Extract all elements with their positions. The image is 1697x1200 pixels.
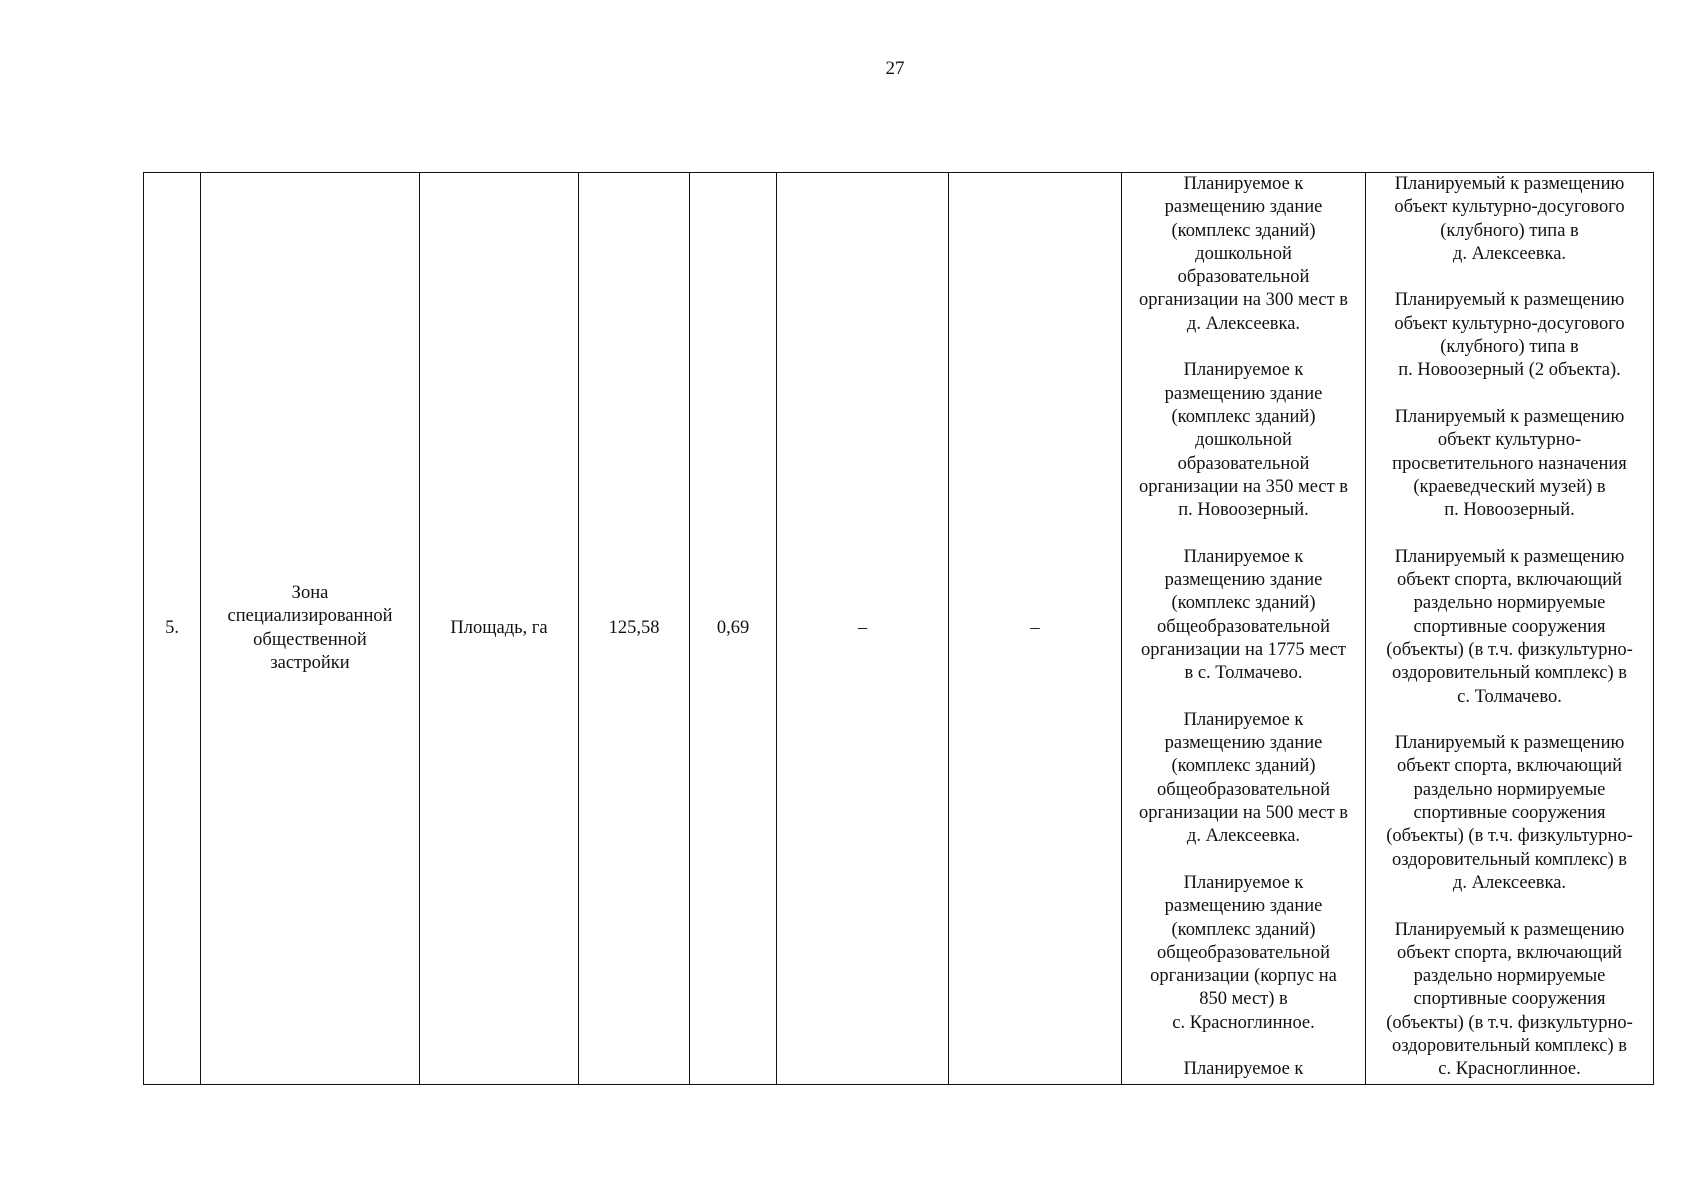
- value2: 0,69: [716, 617, 750, 638]
- planned-building-line: организации на 1775 мест: [1141, 639, 1346, 660]
- planned-buildings-cell: [1122, 173, 1366, 1085]
- planned-building-line: организации на 350 мест в: [1138, 476, 1349, 497]
- planned-object-line: Планируемый к размещению: [1394, 733, 1625, 754]
- planned-building-line: Планируемое к: [1183, 709, 1304, 730]
- planned-object-line: (объекты) (в т.ч. физкультурно-: [1386, 1012, 1633, 1033]
- planned-object-line: (клубного) типа в: [1440, 220, 1579, 241]
- zone-name-line: специализированной: [227, 606, 393, 627]
- zone-table: [143, 172, 1654, 1085]
- planned-object-line: объект спорта, включающий: [1396, 942, 1623, 963]
- planned-building-line: размещению здание: [1164, 733, 1323, 754]
- planned-building-line: образовательной: [1177, 267, 1310, 288]
- planned-building-line: общеобразовательной: [1157, 779, 1330, 800]
- planned-objects-cell: [1366, 173, 1654, 1085]
- planned-object-line: с. Толмачево.: [1457, 686, 1562, 707]
- planned-building-line: общеобразовательной: [1157, 942, 1330, 963]
- planned-object-line: раздельно нормируемые: [1413, 779, 1606, 800]
- planned-building-line: Планируемое к: [1183, 872, 1304, 893]
- planned-object-line: (краеведческий музей) в: [1413, 476, 1606, 497]
- planned-building-line: (комплекс зданий): [1171, 593, 1316, 614]
- planned-object-line: Планируемый к размещению: [1394, 406, 1625, 427]
- planned-object-line: д. Алексеевка.: [1452, 872, 1567, 893]
- planned-object-line: (объекты) (в т.ч. физкультурно-: [1386, 639, 1633, 660]
- planned-object-line: Планируемый к размещению: [1394, 919, 1625, 940]
- planned-object-line: п. Новоозерный (2 объекта).: [1398, 360, 1621, 381]
- planned-building-line: в с. Толмачево.: [1184, 663, 1303, 684]
- planned-object-line: Планируемый к размещению: [1394, 546, 1625, 567]
- planned-object-line: оздоровительный комплекс) в: [1391, 849, 1628, 870]
- zone-name-line: общественной: [253, 629, 367, 650]
- planned-object-line: объект культурно-досугового: [1394, 197, 1625, 218]
- planned-object-line: объект культурно-: [1437, 430, 1582, 451]
- planned-building-line: Планируемое к: [1183, 174, 1304, 194]
- value2-cell: [690, 173, 777, 1085]
- planned-object-line: Планируемый к размещению: [1394, 174, 1625, 194]
- zone-name-line: Зона: [291, 582, 329, 603]
- parameter-cell: [420, 173, 579, 1085]
- zone-name-cell: [201, 173, 420, 1085]
- value4: –: [1030, 617, 1040, 638]
- planned-object-line: оздоровительный комплекс) в: [1391, 663, 1628, 684]
- planned-building-line: д. Алексеевка.: [1186, 826, 1301, 847]
- planned-building-line: Планируемое к: [1183, 1059, 1304, 1080]
- planned-object-line: объект спорта, включающий: [1396, 756, 1623, 777]
- table-row: [144, 173, 1654, 1085]
- planned-building-line: Планируемое к: [1183, 546, 1304, 567]
- planned-building-line: Планируемое к: [1183, 360, 1304, 381]
- page-number: 27: [885, 58, 905, 79]
- planned-building-line: дошкольной: [1195, 243, 1292, 264]
- planned-building-line: размещению здание: [1164, 197, 1323, 218]
- value3-cell: [777, 173, 949, 1085]
- planned-building-line: образовательной: [1177, 453, 1310, 474]
- planned-object-line: с. Красноглинное.: [1438, 1059, 1581, 1080]
- value1-cell: [579, 173, 690, 1085]
- planned-object-line: д. Алексеевка.: [1452, 243, 1567, 264]
- row-number-cell: [144, 173, 201, 1085]
- planned-object-line: оздоровительный комплекс) в: [1391, 1035, 1628, 1056]
- planned-building-line: п. Новоозерный.: [1178, 500, 1309, 521]
- planned-building-line: дошкольной: [1195, 430, 1292, 451]
- planned-building-line: организации на 300 мест в: [1138, 290, 1349, 311]
- value1: 125,58: [608, 617, 660, 638]
- planned-object-line: спортивные сооружения: [1413, 803, 1606, 824]
- planned-building-line: организации на 500 мест в: [1138, 803, 1349, 824]
- value3: –: [857, 617, 868, 638]
- planned-building-line: размещению здание: [1164, 896, 1323, 917]
- planned-object-line: (объекты) (в т.ч. физкультурно-: [1386, 826, 1633, 847]
- planned-building-line: (комплекс зданий): [1171, 756, 1316, 777]
- planned-object-line: просветительного назначения: [1392, 453, 1627, 474]
- planned-building-line: с. Красноглинное.: [1172, 1012, 1315, 1033]
- planned-building-line: размещению здание: [1164, 383, 1323, 404]
- planned-object-line: Планируемый к размещению: [1394, 290, 1625, 311]
- planned-object-line: раздельно нормируемые: [1413, 593, 1606, 614]
- planned-object-line: (клубного) типа в: [1440, 337, 1579, 358]
- planned-building-line: д. Алексеевка.: [1186, 313, 1301, 334]
- planned-object-line: объект спорта, включающий: [1396, 570, 1623, 591]
- planned-building-line: 850 мест) в: [1199, 989, 1288, 1010]
- planned-object-line: п. Новоозерный.: [1444, 500, 1575, 521]
- planned-object-line: спортивные сооружения: [1413, 989, 1606, 1010]
- planned-building-line: (комплекс зданий): [1171, 919, 1316, 940]
- planned-object-line: спортивные сооружения: [1413, 616, 1606, 637]
- planned-building-line: (комплекс зданий): [1171, 406, 1316, 427]
- row-number: 5.: [165, 617, 179, 638]
- planned-building-line: размещению здание: [1164, 570, 1323, 591]
- planned-building-line: (комплекс зданий): [1171, 220, 1316, 241]
- parameter-name: Площадь, га: [450, 617, 548, 638]
- planned-building-line: общеобразовательной: [1157, 616, 1330, 637]
- zone-name-line: застройки: [270, 652, 350, 673]
- planned-building-line: организации (корпус на: [1150, 966, 1337, 987]
- value4-cell: [949, 173, 1122, 1085]
- planned-object-line: объект культурно-досугового: [1394, 313, 1625, 334]
- planned-object-line: раздельно нормируемые: [1413, 966, 1606, 987]
